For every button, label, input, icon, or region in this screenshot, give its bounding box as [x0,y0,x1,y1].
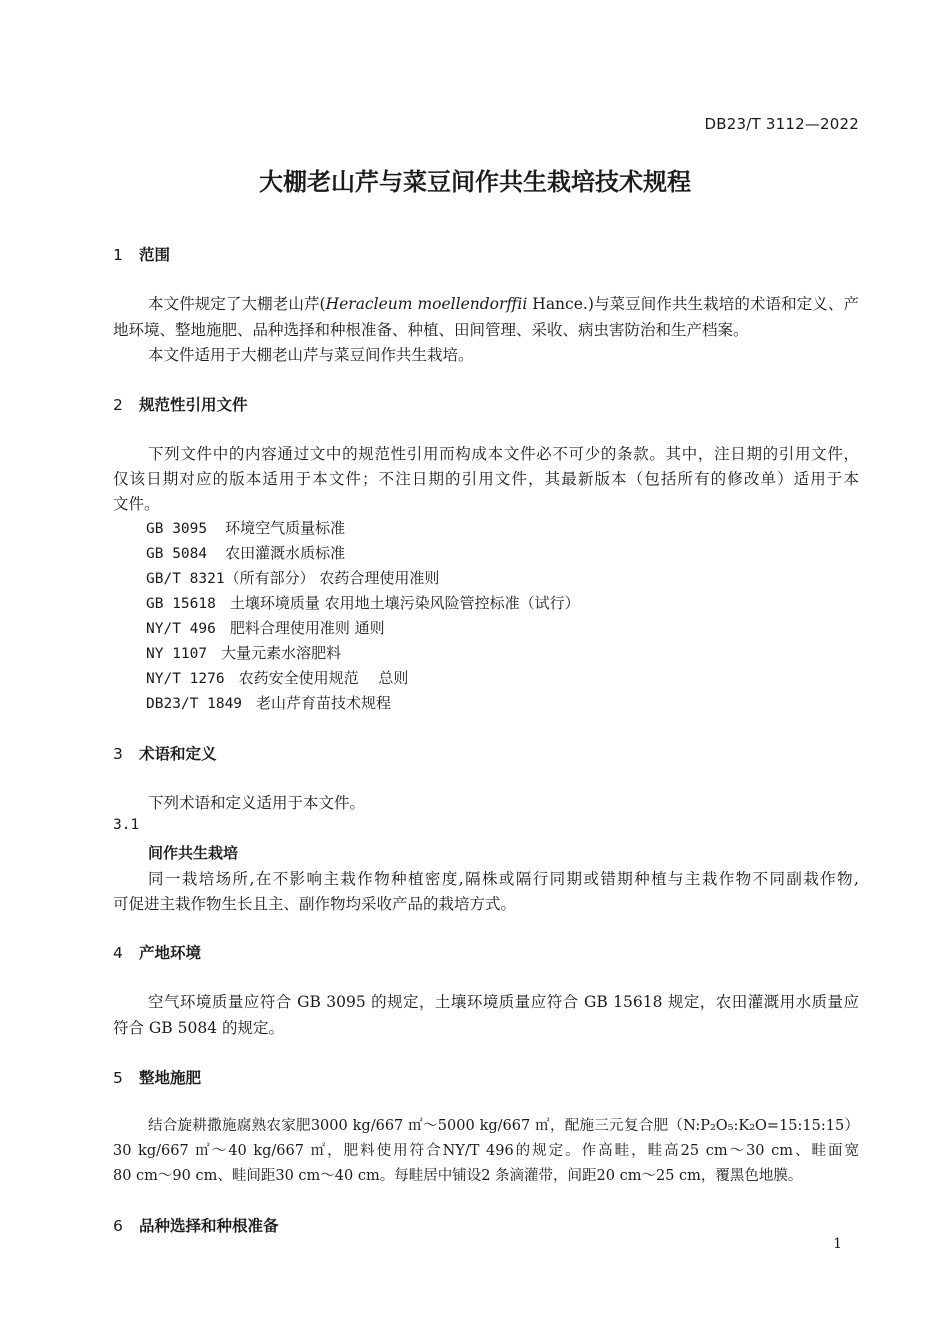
ref-title: 农药安全使用规范 总则 [238,669,409,687]
term-definition-line-2: 可促进主栽作物生长且主、副作物均采收产品的栽培方式。 [113,895,517,913]
section-title: 术语和定义 [139,745,217,763]
ref-title: 老山芹育苗技术规程 [256,694,392,712]
ref-code: NY/T 496 [146,621,216,637]
text-run: 本文件规定了大棚老山芹( [148,295,326,313]
section-2-para-line-1: 下列文件中的内容通过文中的规范性引用而构成本文件必不可少的条款。其中，注日期的引用文件， [148,445,859,463]
clause-number: 3.1 [113,817,140,833]
section-3-heading [113,742,217,764]
section-number: 5 [113,1069,123,1087]
section-5-heading [113,1066,201,1088]
ref-title: （所有部分） 农药合理使用准则 [224,569,440,587]
reference-item [146,642,341,663]
document-title: 大棚老山芹与菜豆间作共生栽培技术规程 [259,168,691,196]
section-2-para-line-3: 文件。 [113,495,160,513]
section-number: 3 [113,745,123,763]
reference-item [146,567,439,588]
reference-item [146,542,345,563]
section-4-heading [113,941,201,963]
latin-name: Heracleum moellendorffii [325,295,528,313]
section-5-para-line-2: 30 kg/667 ㎡～40 kg/667 ㎡，肥料使用符合NY/T 496的规定。作高畦，畦高25 cm～30 cm、畦面宽 [113,1143,859,1159]
section-number: 4 [113,944,123,962]
section-1-para-2: 本文件适用于大棚老山芹与菜豆间作共生栽培。 [148,346,474,364]
ref-code: DB23/T 1849 [146,696,243,712]
ref-code: GB/T 8321 [146,571,225,587]
section-2-para-line-2: 仅该日期对应的版本适用于本文件；不注日期的引用文件，其最新版本（包括所有的修改单）适用于本 [113,470,859,488]
reference-item [146,592,580,613]
section-number: 6 [113,1217,123,1235]
ref-title: 农田灌溉水质标准 [225,544,346,562]
ref-code: NY/T 1276 [146,671,225,687]
ref-title: 肥料合理使用准则 通则 [229,619,385,637]
section-number: 1 [113,246,123,264]
reference-item [146,517,345,538]
reference-item [146,667,408,688]
section-number: 2 [113,396,123,414]
section-title: 范围 [139,246,171,264]
reference-item [146,692,391,713]
section-title: 品种选择和种根准备 [139,1217,279,1235]
ref-title: 大量元素水溶肥料 [221,644,342,662]
section-1-heading [113,243,170,265]
text-run: Hance.)与菜豆间作共生栽培的术语和定义、产 [527,295,859,313]
section-5-para-line-3: 80 cm～90 cm、畦间距30 cm～40 cm。每畦居中铺设2 条滴灌带，间距20 cm～25 cm，覆黑色地膜。 [113,1168,803,1184]
section-3-para: 下列术语和定义适用于本文件。 [148,794,366,812]
document-number: DB23/T 3112—2022 [704,115,859,133]
section-1-para-1-line-1 [148,292,859,314]
ref-code: NY 1107 [146,646,208,662]
section-6-heading [113,1214,279,1236]
section-title: 整地施肥 [139,1069,202,1087]
section-4-para-line-2: 符合 GB 5084 的规定。 [113,1019,284,1037]
ref-title: 环境空气质量标准 [225,519,346,537]
page-number: 1 [833,1236,842,1252]
ref-code: GB 15618 [146,596,216,612]
section-5-para-line-1: 结合旋耕撒施腐熟农家肥3000 kg/667 ㎡～5000 kg/667 ㎡，配施三元复合肥（N:P₂O₅:K₂O=15:15:15） [148,1118,859,1134]
reference-item [146,617,385,638]
section-1-para-1-line-2: 地环境、整地施肥、品种选择和种根准备、种植、田间管理、采收、病虫害防治和生产档案。 [113,321,749,339]
section-4-para-line-1: 空气环境质量应符合 GB 3095 的规定，土壤环境质量应符合 GB 15618 规定，农田灌溉用水质量应 [148,993,859,1011]
term-definition-line-1: 同一栽培场所,在不影响主栽作物种植密度,隔株或隔行同期或错期种植与主栽作物不同副栽作物, [148,870,859,888]
section-title: 产地环境 [139,944,202,962]
section-2-heading [113,393,248,415]
ref-code: GB 5084 [146,546,208,562]
ref-title: 土壤环境质量 农用地土壤污染风险管控标准（试行） [229,594,580,612]
section-title: 规范性引用文件 [139,396,248,414]
ref-code: GB 3095 [146,521,208,537]
term-heading: 间作共生栽培 [148,844,239,862]
